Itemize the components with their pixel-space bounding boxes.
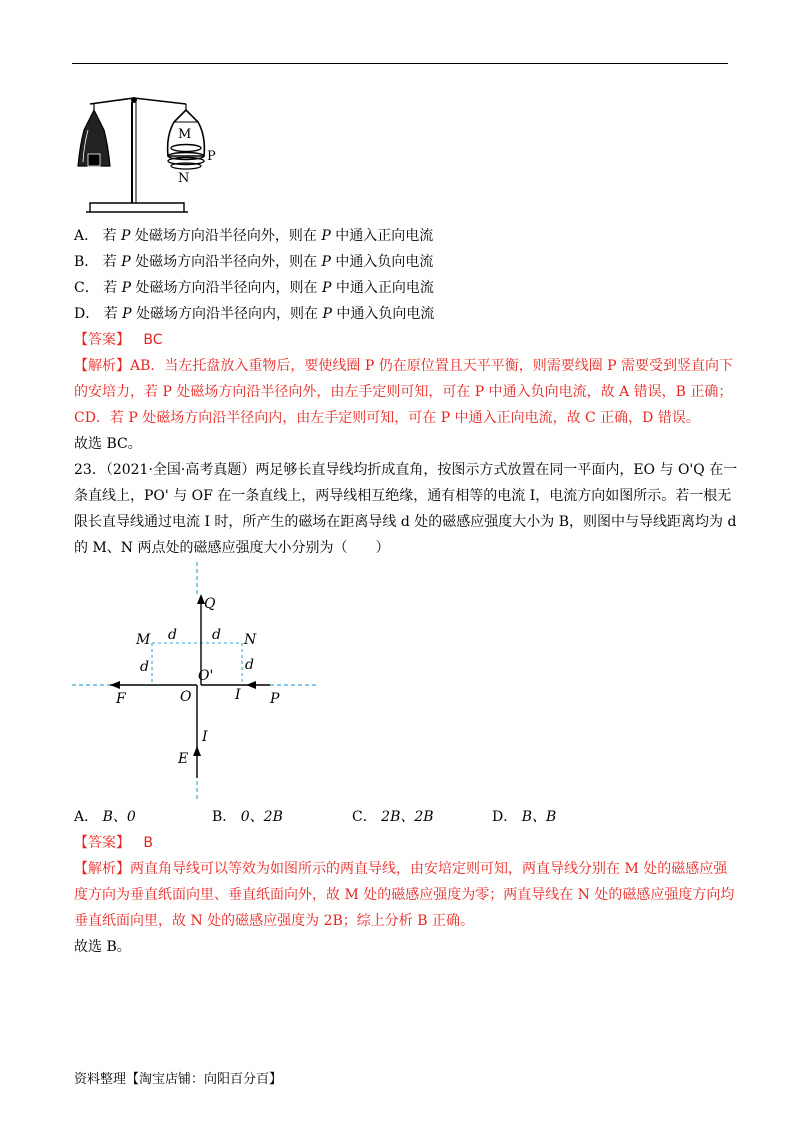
q23-analysis-line-1: 【解析】两直角导线可以等效为如图所示的两直导线，由安培定则可知，两直导线分别在 M 处的磁感应强 [74, 861, 728, 877]
q22-option-a: A． 若 P 处磁场方向沿半径向外，则在 P 中通入正向电流 [74, 228, 434, 244]
q23-label-d-right: d [245, 657, 254, 673]
q22-conclusion: 故选 BC。 [74, 436, 142, 452]
footer-source: 资料整理【淘宝店铺：向阳百分百】 [74, 1072, 283, 1087]
q23-answer-label: 【答案】 [74, 835, 130, 851]
q22-option-d: D． 若 P 处磁场方向沿半径向内，则在 P 中通入负向电流 [74, 306, 435, 322]
q23-analysis-line-2: 度方向为垂直纸面向里、垂直纸面向外，故 M 处的磁感应强度为零；两直导线在 N 处的磁感应强度方向均 [74, 887, 735, 903]
q23-conclusion: 故选 B。 [74, 939, 131, 955]
q22-answer-label: 【答案】 [74, 332, 130, 348]
q22-label-n: N [178, 171, 190, 186]
q23-label-I-right: I [235, 687, 241, 703]
q22-label-m: M [178, 127, 192, 142]
q23-label-d-top-right: d [212, 627, 221, 643]
q22-analysis-line-3: CD．若 P 处磁场方向沿半径向内，由左手定则可知，可在 P 中通入正向电流，故 C 正确，D 错误。 [74, 410, 700, 426]
q23-label-Q: Q [204, 596, 216, 612]
q22-label-p: P [207, 149, 216, 164]
q23-label-F: F [116, 691, 126, 707]
q23-option-a: A． B、0 [74, 809, 136, 825]
q23-option-c: C． 2B、2B [352, 809, 434, 825]
q23-stem-line-4: 的 M、N 两点处的磁感应强度大小分别为（ ） [74, 540, 390, 556]
q22-answer [74, 327, 163, 353]
wires-figure [70, 560, 330, 802]
q23-analysis-line-3: 垂直纸面向里，故 N 处的磁感应强度为 2B；综上分析 B 正确。 [74, 913, 474, 929]
balance-figure [74, 90, 234, 218]
q23-label-N: N [244, 632, 257, 648]
q23-label-P: P [270, 691, 280, 707]
q22-option-c: C． 若 P 处磁场方向沿半径向内，则在 P 中通入正向电流 [74, 280, 434, 296]
q23-label-E: E [178, 751, 189, 767]
q23-label-O-prime: O' [198, 668, 214, 684]
q22-answer-value: BC [143, 332, 163, 348]
q22-analysis-line-1: 【解析】AB．当左托盘放入重物后，要使线圈 P 仍在原位置且天平平衡，则需要线圈 P 需要受到竖直向下 [74, 358, 734, 374]
q22-option-b: B． 若 P 处磁场方向沿半径向外，则在 P 中通入负向电流 [74, 254, 434, 270]
q23-answer-value: B [143, 835, 153, 851]
q22-analysis-line-2: 的安培力，若 P 处磁场方向沿半径向外，由左手定则可知，可在 P 中通入负向电流，故 A 错误，B 正确； [74, 384, 733, 400]
q23-option-d: D． B、B [492, 809, 557, 825]
q23-label-d-top-left: d [168, 627, 177, 643]
q23-option-b: B． 0、2B [212, 809, 283, 825]
q23-label-M: M [136, 632, 151, 648]
header-rule [72, 63, 728, 64]
q23-answer [74, 830, 153, 856]
q23-label-d-left: d [140, 659, 149, 675]
q23-label-O: O [180, 689, 192, 705]
q23-stem-line-2: 条直线上，PO' 与 OF 在一条直线上，两导线相互绝缘，通有相等的电流 I，电流方向如图所示。若一根无 [74, 488, 732, 504]
q23-label-I-bottom: I [202, 729, 208, 745]
q23-stem-line-3: 限长直导线通过电流 I 时，所产生的磁场在距离导线 d 处的磁感应强度大小为 B，则图中与导线距离均为 d [74, 514, 737, 530]
q23-stem-line-1: 23．（2021·全国·高考真题）两足够长直导线均折成直角，按图示方式放置在同一平面内，EO 与 O'Q 在一 [74, 462, 738, 478]
